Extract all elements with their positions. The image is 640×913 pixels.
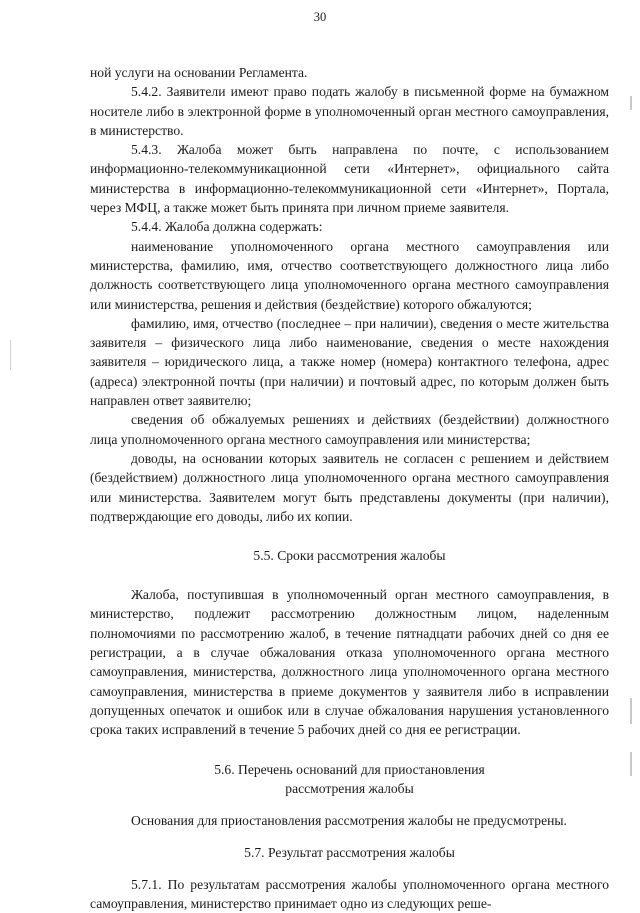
section-heading-5-5: 5.5. Сроки рассмотрения жалобы [253, 548, 446, 564]
paragraph-5-4-3: 5.4.3. Жалоба может быть направлена по почте, с использованием информационно-телекоммуникационной сети «Интернет», официального сайта министерства в информационно-телекоммуникационной сети «Интернет», Портала, через МФЦ, а также может быть принята при личном приеме заявителя. [90, 142, 609, 216]
paragraph-suspension: Основания для приостановления рассмотрения жалобы не предусмотрены. [131, 812, 567, 828]
page-number: 30 [313, 10, 327, 24]
scan-mark [630, 698, 632, 724]
scan-mark [630, 96, 632, 110]
section-heading-5-6-line2: рассмотрения жалобы [285, 780, 414, 796]
scan-mark [10, 340, 11, 370]
scan-mark [630, 752, 632, 776]
list-item-applicant-details: фамилию, имя, отчество (последнее – при наличии), сведения о месте жительства заявителя – физического лица либо наименование, сведения о месте нахождения заявителя – юридического лица, а также номер (номера) контактного телефона, адрес (адреса) электронной почты (при наличии) и почтовый адрес, по которым должен быть направлен ответ заявителю; [90, 315, 609, 409]
paragraph: ной услуги на основании Регламента. [90, 65, 308, 80]
list-item-organ-name: наименование уполномоченного органа местного самоуправления или министерства, фамилию, имя, отчество соответствующего должностного лица либо должность соответствующего лица уполномоченного органа местного самоуправления или министерства, решения и действия (бездействие) которого обжалуются; [90, 238, 609, 312]
page-body [90, 63, 609, 913]
paragraph-5-4-2: 5.4.2. Заявители имеют право подать жалобу в письменной форме на бумажном носителе либо в электронной форме в уполномоченный орган местного самоуправления, в министерство. [90, 84, 609, 138]
section-heading-5-6-line1: 5.6. Перечень оснований для приостановления [214, 761, 485, 777]
paragraph-terms: Жалоба, поступившая в уполномоченный орган местного самоуправления, в министерство, подлежит рассмотрению должностным лицом, наделенным полномочиями по рассмотрению жалоб, в течение пятнадцати рабочих дней со дня ее регистрации, а в случае обжалования отказа уполномоченного органа местного самоуправления, министерства, должностного лица уполномоченного органа местного самоуправления, министерства в приеме документов у заявителя либо в исправлении допущенных опечаток и ошибок или в случае обжалования нарушения установленного срока таких исправлений в течение 5 рабочих дней со дня ее регистрации. [90, 587, 609, 738]
paragraph-5-7-1: 5.7.1. По результатам рассмотрения жалобы уполномоченного органа местного самоуправления, министерство принимает одно из следующих реше- [90, 876, 609, 912]
paragraph-5-4-4: 5.4.4. Жалоба должна содержать: [131, 219, 323, 235]
section-heading-5-7: 5.7. Результат рассмотрения жалобы [244, 844, 455, 860]
list-item-appealed-decisions: сведения об обжалуемых решениях и действиях (бездействии) должностного лица уполномоченного органа местного самоуправления или министерства; [90, 412, 609, 447]
list-item-arguments: доводы, на основании которых заявитель не согласен с решением и действием (бездействием) должностного лица уполномоченного органа местного самоуправления или министерства. Заявителем могут быть представлены документы (при наличии), подтверждающие его доводы, либо их копии. [90, 450, 609, 524]
